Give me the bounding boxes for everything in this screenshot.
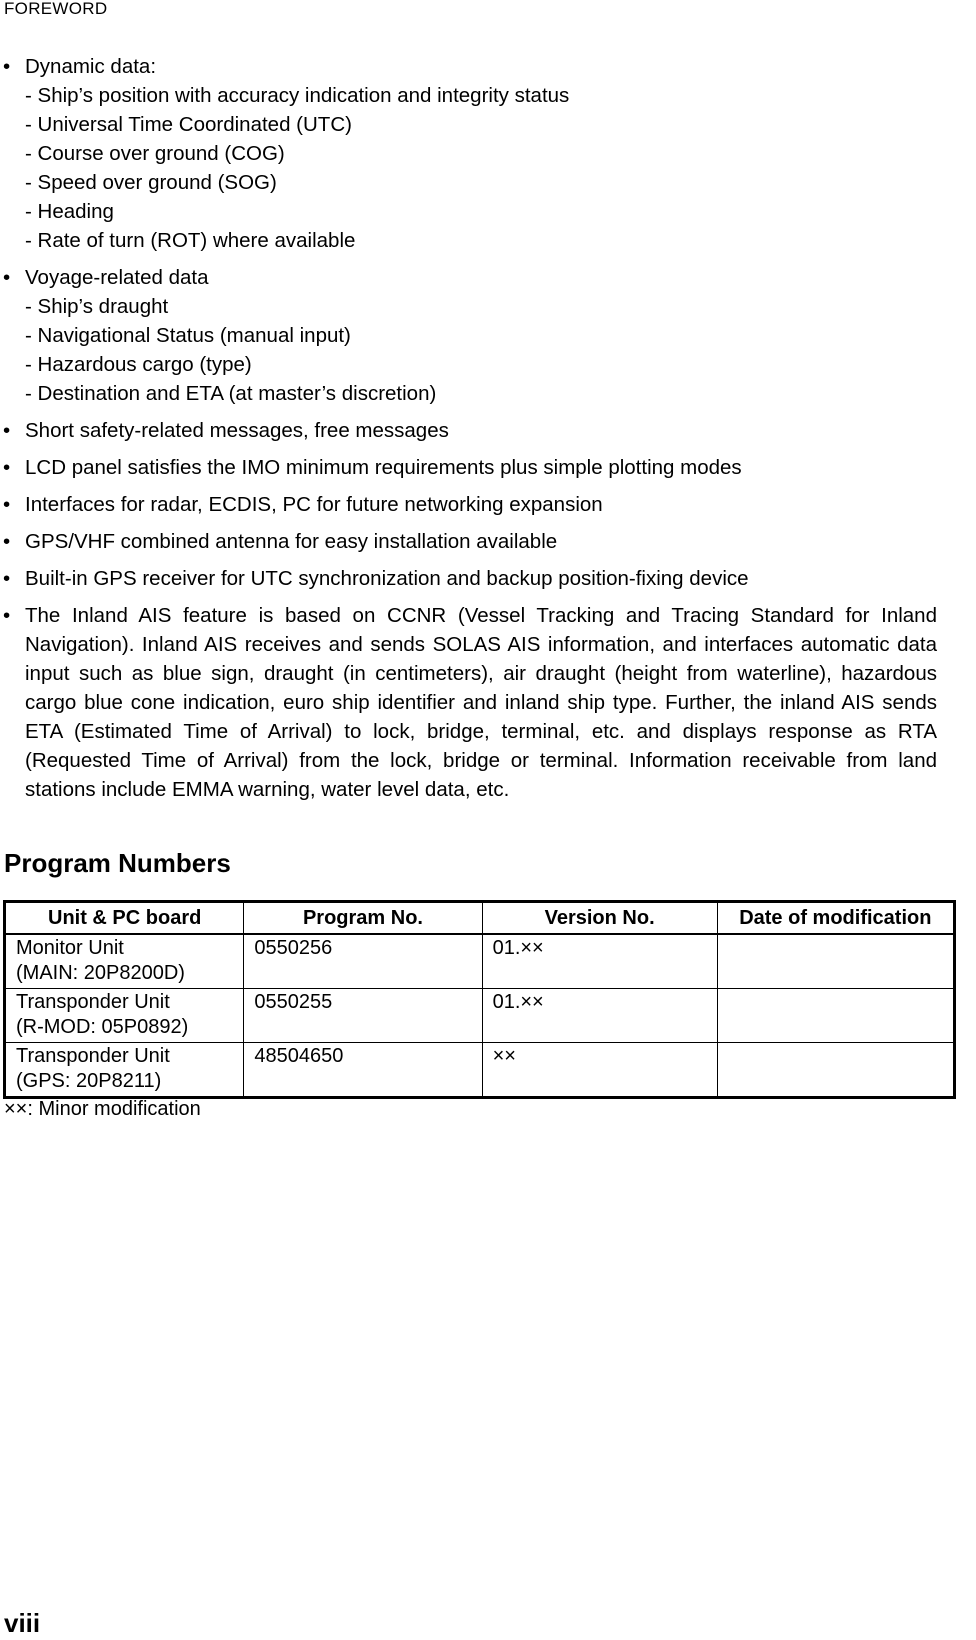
feature-list [0,52,976,812]
version-cell: ×× [482,1043,717,1098]
unit-cell [5,1043,244,1098]
table-row [5,989,955,1043]
page-number: viii [4,1608,41,1638]
unit-cell [5,934,244,989]
list-item-text [25,263,976,408]
column-header-program: Program No. [244,902,482,935]
pc-board: (GPS: 20P8211) [16,1070,162,1092]
column-header-unit: Unit & PC board [5,902,244,935]
unit-name: Transponder Unit [16,991,170,1013]
list-item-inland-ais [0,601,976,804]
list-item-text: LCD panel satisfies the IMO minimum requirements plus simple plotting modes [25,456,742,479]
list-item-line: - Destination and ETA (at master’s discretion) [25,382,437,405]
list-item-text: Short safety-related messages, free messages [25,419,449,442]
list-item-line: - Rate of turn (ROT) where available [25,229,356,252]
bullet-icon: • [3,530,11,553]
list-item-line: - Ship’s position with accuracy indication and integrity status [25,84,570,107]
bullet-icon: • [3,493,11,516]
list-item-line: Dynamic data: [25,55,157,78]
running-header: FOREWORD [4,0,108,18]
program-number-cell: 48504650 [244,1043,482,1098]
unit-cell [5,989,244,1043]
list-item-line: - Ship’s draught [25,295,169,318]
version-cell: 01.×× [482,934,717,989]
list-item-text: GPS/VHF combined antenna for easy installation available [25,530,558,553]
list-item-text: Built-in GPS receiver for UTC synchronization and backup position-fixing device [25,567,749,590]
list-item-line: Voyage-related data [25,266,209,289]
pc-board: (MAIN: 20P8200D) [16,962,185,984]
list-item-voyage-data [0,263,976,408]
list-item-text [25,52,976,255]
list-item-text: Interfaces for radar, ECDIS, PC for future networking expansion [25,493,603,516]
date-cell [717,1043,954,1098]
unit-name: Transponder Unit [16,1045,170,1067]
bullet-icon: • [3,567,11,590]
program-number-cell: 0550256 [244,934,482,989]
list-item-safety-messages [0,416,976,445]
unit-name: Monitor Unit [16,937,124,959]
list-item-line: - Heading [25,200,114,223]
bullet-icon: • [3,604,11,627]
version-cell: 01.×× [482,989,717,1043]
column-header-date: Date of modification [717,902,954,935]
section-title: Program Numbers [4,848,231,878]
list-item-line: - Hazardous cargo (type) [25,353,252,376]
table-header-row [5,902,955,935]
date-cell [717,989,954,1043]
list-item-text: The Inland AIS feature is based on CCNR (Vessel Tracking and Tracing Standard for Inland Navigation). Inland AIS receives and sends SOLAS AIS information, and interfaces automatic data input such as blue sign, draught (in centimeters), air draught (height from waterline), hazardous cargo blue cone indication, euro ship identifier and inland ship type. Further, the inland AIS sends ETA (Estimated Time of Arrival) to lock, bridge, terminal, etc. and displays response as RTA (Requested Time of Arrival) from the lock, bridge or terminal. Information receivable from land stations include EMMA warning, water level data, etc. [25,604,937,801]
list-item-lcd-panel [0,453,976,482]
program-numbers-table [3,900,956,1099]
list-item-gps-receiver [0,564,976,593]
bullet-icon: • [3,419,11,442]
list-item-interfaces [0,490,976,519]
list-item-line: - Universal Time Coordinated (UTC) [25,113,352,136]
list-item-line: - Course over ground (COG) [25,142,285,165]
program-number-cell: 0550255 [244,989,482,1043]
bullet-icon: • [3,266,11,289]
table-row [5,934,955,989]
bullet-icon: • [3,456,11,479]
list-item-dynamic-data [0,52,976,255]
column-header-version: Version No. [482,902,717,935]
date-cell [717,934,954,989]
bullet-icon: • [3,55,11,78]
list-item-line: - Navigational Status (manual input) [25,324,351,347]
table-row [5,1043,955,1098]
list-item-antenna [0,527,976,556]
list-item-line: - Speed over ground (SOG) [25,171,277,194]
pc-board: (R-MOD: 05P0892) [16,1016,189,1038]
table-footnote: ××: Minor modification [4,1098,201,1120]
